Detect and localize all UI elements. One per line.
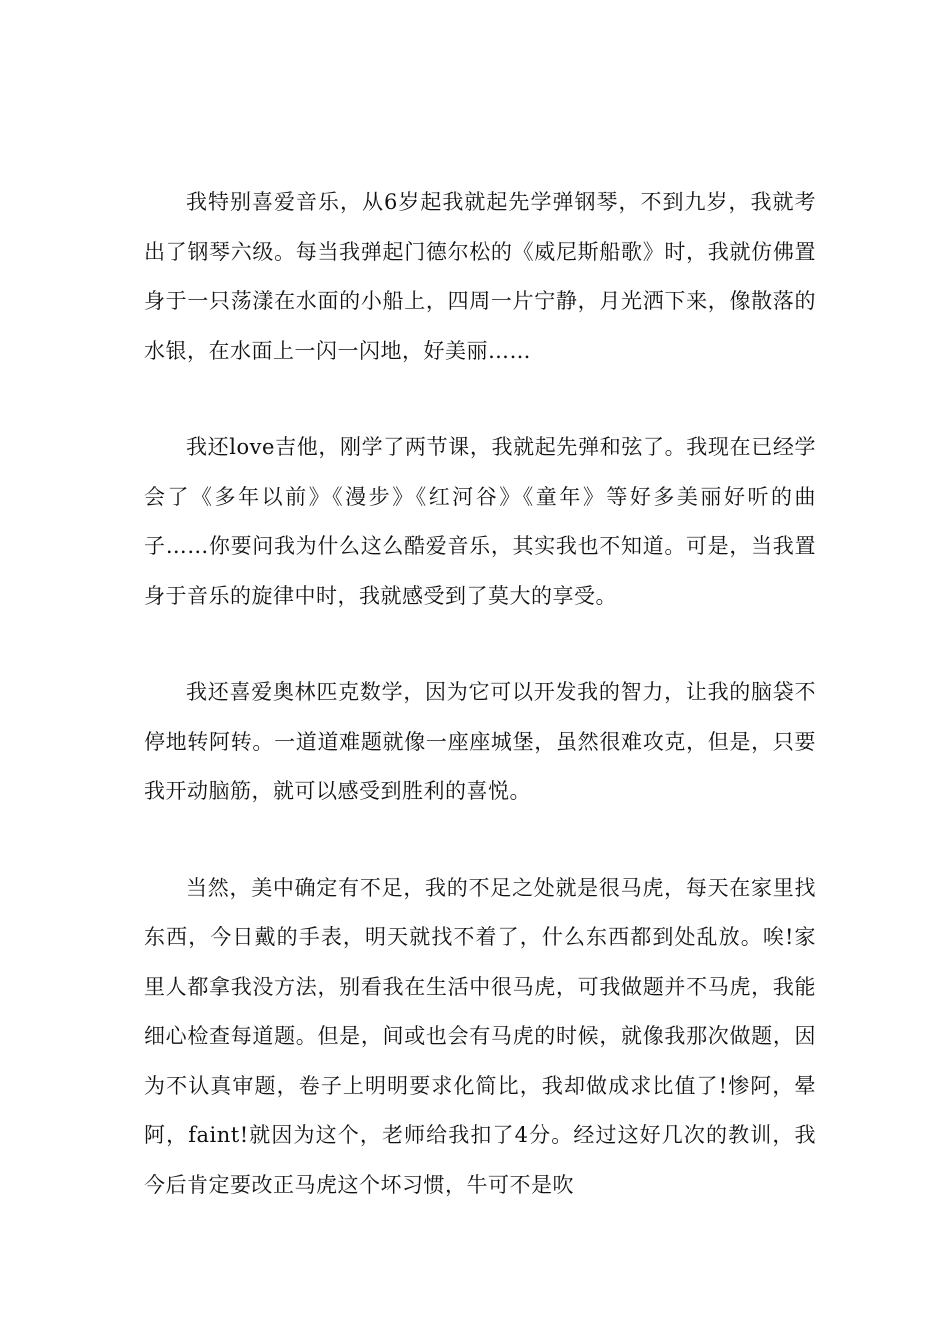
paragraph-guitar: 我还love吉他，刚学了两节课，我就起先弹和弦了。我现在已经学会了《多年以前》《漫步》《红河谷》《童年》等好多美丽好听的曲子……你要问我为什么这么酷爱音乐，其实我也不知道。可是，当我置身于音乐的旋律中时，我就感受到了莫大的享受。	[144, 435, 816, 608]
document-body	[144, 178, 816, 1210]
paragraph-carelessness: 当然，美中确定有不足，我的不足之处就是很马虎，每天在家里找东西，今日戴的手表，明天就找不着了，什么东西都到处乱放。唉!家里人都拿我没方法，别看我在生活中很马虎，可我做题并不马虎，我能细心检查每道题。但是，间或也会有马虎的时候，就像我那次做题，因为不认真审题，卷子上明明要求化简比，我却做成求比值了!惨阿，晕阿，faint!就因为这个，老师给我扣了4分。经过这好几次的教训，我今后肯定要改正马虎这个坏习惯，牛可不是吹	[144, 875, 816, 1197]
paragraph-olympiad-math: 我还喜爱奥林匹克数学，因为它可以开发我的智力，让我的脑袋不停地转阿转。一道道难题就像一座座城堡，虽然很难攻克，但是，只要我开动脑筋，就可以感受到胜利的喜悦。	[144, 680, 816, 803]
paragraph-music-piano: 我特别喜爱音乐，从6岁起我就起先学弹钢琴，不到九岁，我就考出了钢琴六级。每当我弹起门德尔松的《威尼斯船歌》时，我就仿佛置身于一只荡漾在水面的小船上，四周一片宁静，月光洒下来，像散落的水银，在水面上一闪一闪地，好美丽……	[144, 190, 816, 363]
